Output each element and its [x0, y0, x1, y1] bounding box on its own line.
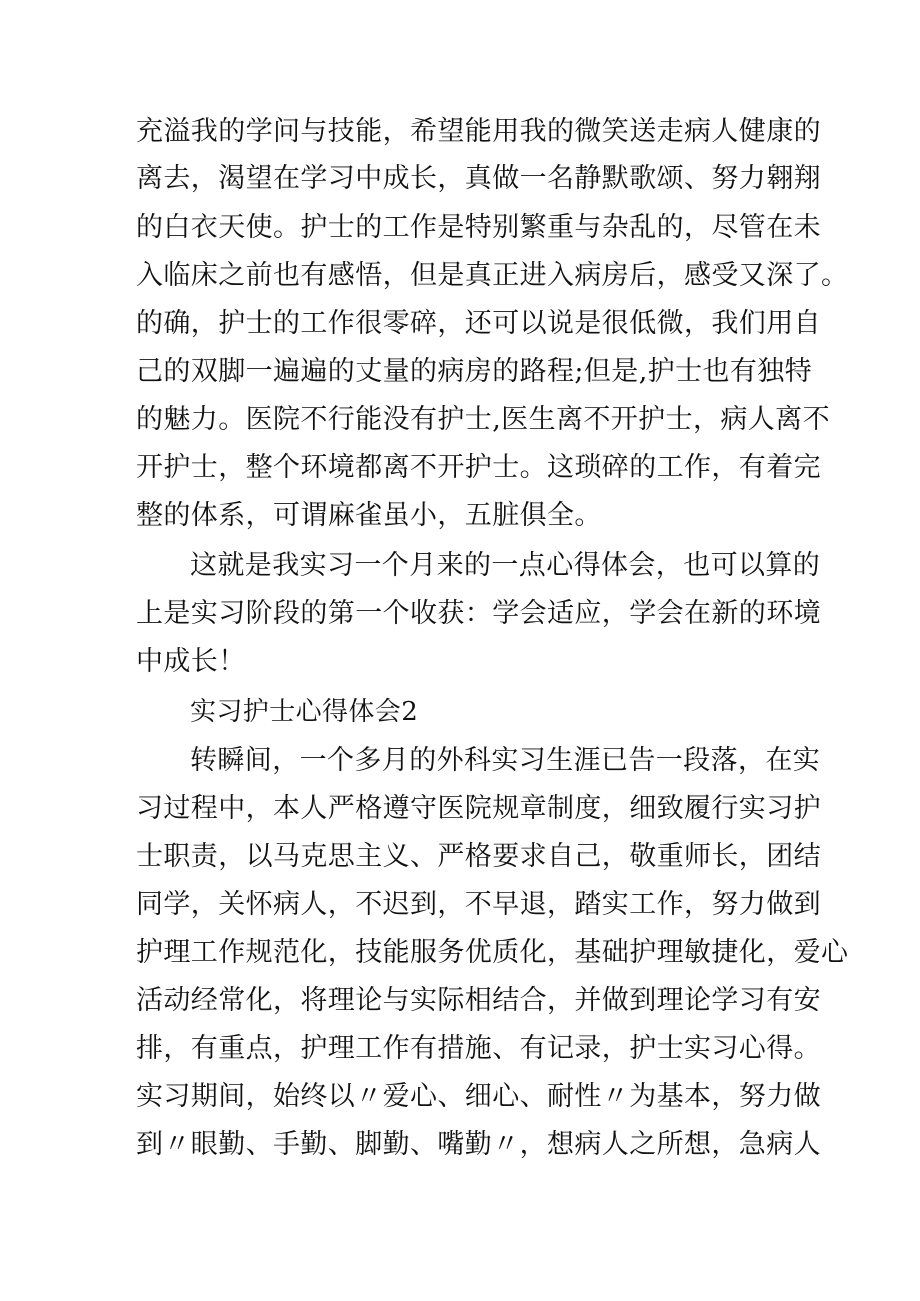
- text-line-9: 整的体系，可谓麻雀虽小，五脏俱全。: [136, 500, 602, 531]
- text-line-1: 充溢我的学问与技能，希望能用我的微笑送走病人健康的: [136, 116, 821, 147]
- section-heading: 实习护士心得体会2: [190, 697, 419, 727]
- text-line-19: 活动经常化，将理论与实际相结合，并做到理论学习有安: [136, 985, 821, 1016]
- text-line-6: 己的双脚一遍遍的丈量的病房的路程;但是,护士也有独特: [136, 356, 813, 387]
- text-line-22: 到〃眼勤、手勤、脚勤、嘴勤〃，想病人之所想，急病人: [136, 1129, 821, 1160]
- text-line-21: 实习期间，始终以〃爱心、细心、耐性〃为基本，努力做: [136, 1081, 821, 1112]
- text-line-15: 习过程中，本人严格遵守医院规章制度，细致履行实习护: [136, 793, 821, 824]
- text-line-5: 的确，护士的工作很零碎，还可以说是很低微，我们用自: [136, 308, 821, 339]
- text-line-12: 中成长！: [136, 646, 246, 677]
- text-line-18: 护理工作规范化，技能服务优质化，基础护理敏捷化，爱心: [136, 937, 849, 968]
- text-line-16: 士职责，以马克思主义、严格要求自己，敬重师长，团结: [136, 841, 821, 872]
- text-line-3: 的白衣天使。护士的工作是特别繁重与杂乱的，尽管在未: [136, 212, 821, 243]
- text-line-8: 开护士，整个环境都离不开护士。这琐碎的工作，有着完: [136, 452, 821, 483]
- text-line-17: 同学，关怀病人，不迟到，不早退，踏实工作，努力做到: [136, 889, 821, 920]
- text-line-20: 排，有重点，护理工作有措施、有记录，护士实习心得。: [136, 1033, 821, 1064]
- paragraph-start-line: 这就是我实习一个月来的一点心得体会，也可以算的: [190, 550, 821, 581]
- text-line-4: 入临床之前也有感悟，但是真正进入病房后，感受又深了。: [136, 260, 849, 291]
- text-line-7: 的魅力。医院不行能没有护士,医生离不开护士，病人离不: [136, 404, 830, 435]
- text-line-11: 上是实习阶段的第一个收获：学会适应，学会在新的环境: [136, 598, 821, 629]
- text-line-2: 离去，渴望在学习中成长，真做一名静默歌颂、努力翱翔: [136, 163, 821, 194]
- paragraph-start-line: 转瞬间，一个多月的外科实习生涯已告一段落，在实: [190, 745, 821, 776]
